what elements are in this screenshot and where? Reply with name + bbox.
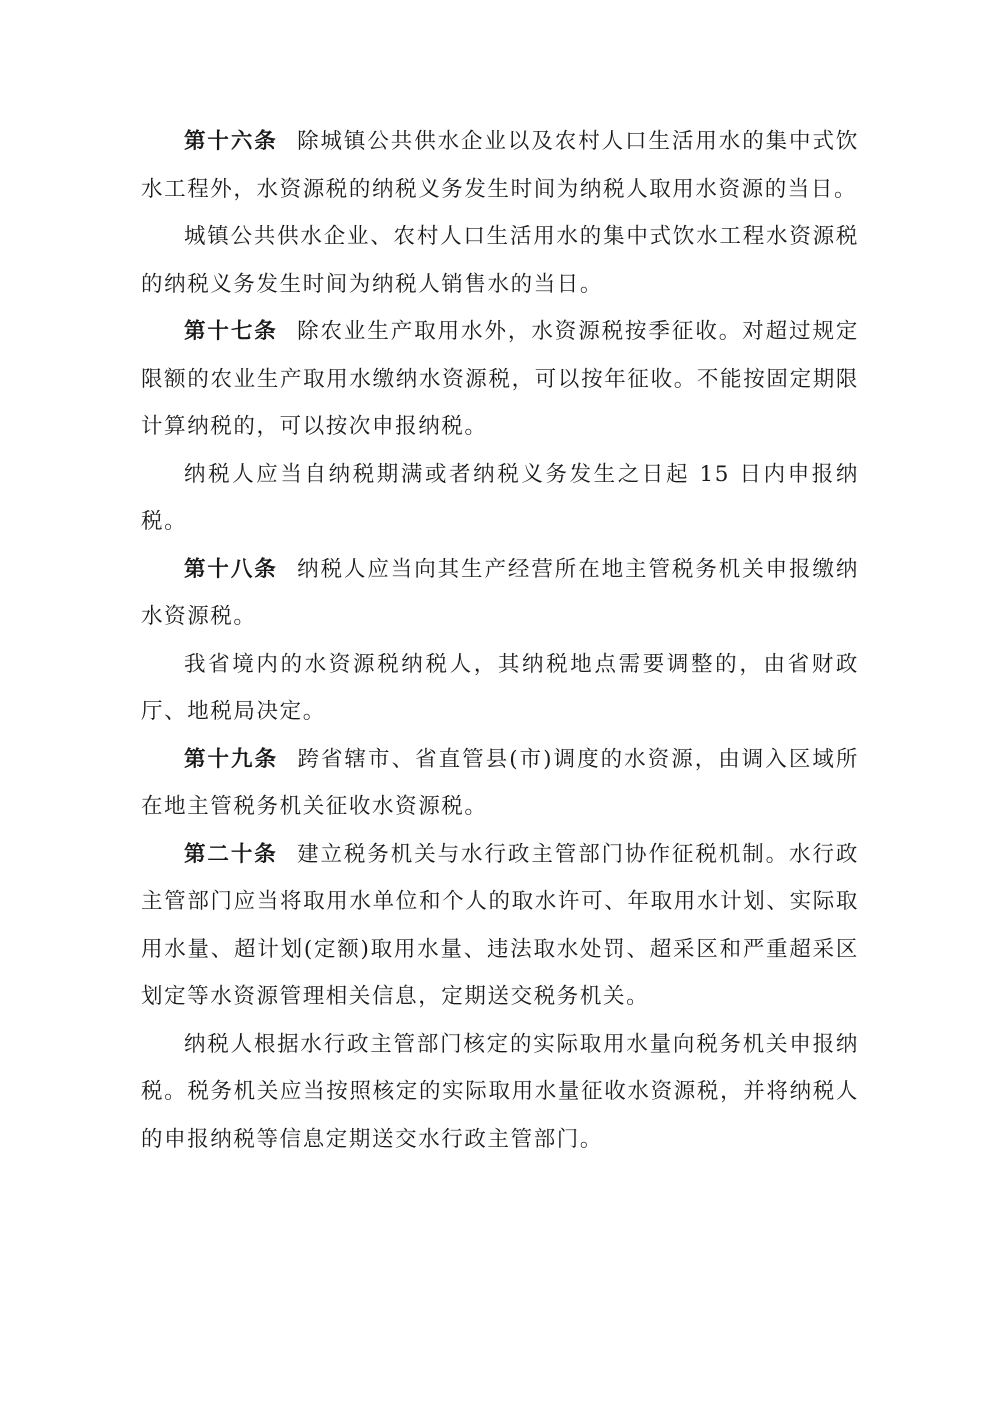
article-20-text: 建立税务机关与水行政主管部门协作征税机制。水行政主管部门应当将取用水单位和个人的取水许可、年取用水计划、实际取用水量、超计划(定额)取用水量、违法取水处罚、超采区和严重超采区划定等水资源管理相关信息，定期送交税务机关。 [141, 841, 859, 1009]
article-18-clause-2 [141, 641, 859, 736]
article-18-text: 纳税人应当向其生产经营所在地主管税务机关申报缴纳水资源税。 [141, 556, 859, 629]
article-18-paragraph [141, 546, 859, 641]
article-20-clause-2-text: 纳税人根据水行政主管部门核定的实际取用水量向税务机关申报纳税。税务机关应当按照核定的实际取用水量征收水资源税，并将纳税人的申报纳税等信息定期送交水行政主管部门。 [141, 1031, 859, 1152]
article-19-heading: 第十九条 [184, 746, 279, 772]
article-19-paragraph [141, 736, 859, 831]
article-17-clause-2 [141, 451, 859, 546]
article-16-text: 除城镇公共供水企业以及农村人口生活用水的集中式饮水工程外，水资源税的纳税义务发生时间为纳税人取用水资源的当日。 [141, 129, 859, 202]
article-18-heading: 第十八条 [184, 556, 278, 582]
article-16-paragraph [141, 118, 859, 213]
article-17-heading: 第十七条 [184, 319, 278, 344]
article-17-clause-2-text: 纳税人应当自纳税期满或者纳税义务发生之日起 15 日内申报纳税。 [141, 461, 859, 534]
article-17-paragraph [141, 308, 859, 451]
article-17-text: 除农业生产取用水外，水资源税按季征收。对超过规定限额的农业生产取用水缴纳水资源税，可以按年征收。不能按固定期限计算纳税的，可以按次申报纳税。 [141, 319, 859, 439]
article-20-clause-2 [141, 1021, 859, 1164]
article-16-clause-2-text: 城镇公共供水企业、农村人口生活用水的集中式饮水工程水资源税的纳税义务发生时间为纳税人销售水的当日。 [141, 224, 859, 297]
article-20-heading: 第二十条 [184, 841, 278, 867]
article-20-paragraph [141, 831, 859, 1021]
article-16-clause-2 [141, 213, 859, 308]
article-18-clause-2-text: 我省境内的水资源税纳税人，其纳税地点需要调整的，由省财政厅、地税局决定。 [141, 651, 859, 724]
article-16-heading: 第十六条 [184, 129, 278, 154]
document-page [141, 118, 859, 1163]
article-19-text: 跨省辖市、省直管县(市)调度的水资源，由调入区域所在地主管税务机关征收水资源税。 [141, 746, 860, 819]
